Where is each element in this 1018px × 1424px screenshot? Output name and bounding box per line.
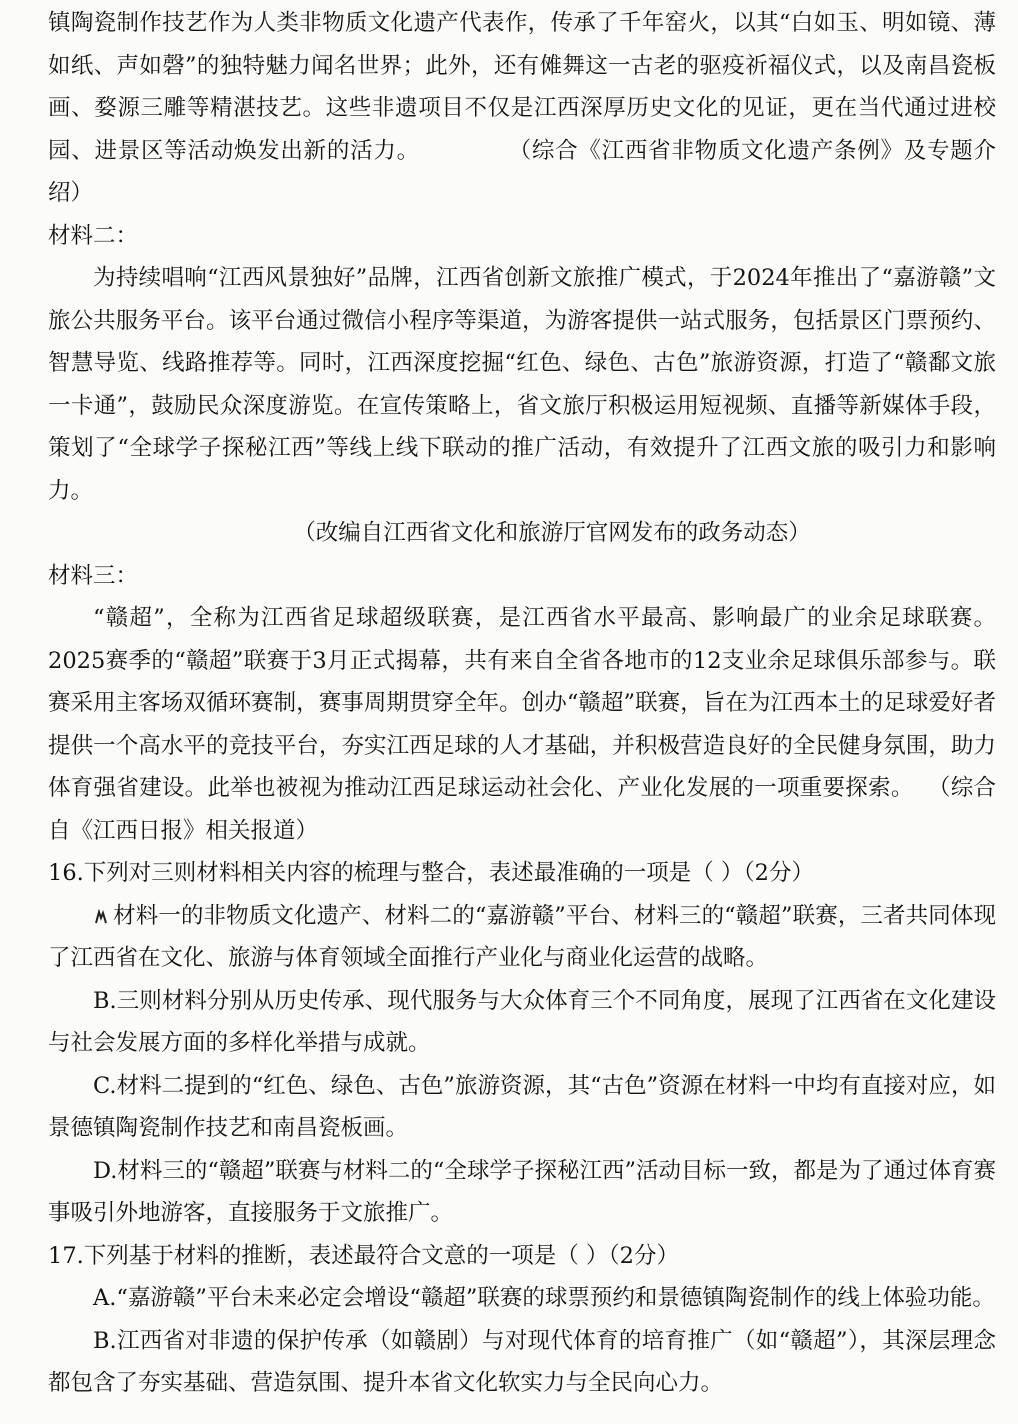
material3-source: （综合自《江西日报》相关报道）	[48, 775, 996, 844]
material2-heading: 材料二：	[48, 222, 139, 249]
question-16-option-a-text: 材料一的非物质文化遗产、材料二的“嘉游赣”平台、材料三的“赣超”联赛，三者共同体现了江西省在文化、旅游与体育领域全面推行产业化与商业化运营的战略。	[48, 902, 996, 971]
question-16-option-d: D.材料三的“赣超”联赛与材料二的“全球学子探秘江西”活动目标一致，都是为了通过体育赛事吸引外地游客，直接服务于文旅推广。	[48, 1157, 996, 1226]
material3-heading: 材料三：	[48, 562, 139, 589]
material1-text: 镇陶瓷制作技艺作为人类非物质文化遗产代表作，传承了千年窑火，以其“白如玉、明如镜、薄如纸、声如磬”的独特魅力闻名世界；此外，还有傩舞这一古老的驱疫祈福仪式，以及南昌瓷板画、婺源三雕等精湛技艺。这些非遗项目不仅是江西深厚历史文化的见证，更在当代通过进校园、进景区等活动焕发出新的活力。	[48, 10, 996, 164]
material2-body: 为持续唱响“江西风景独好”品牌，江西省创新文旅推广模式，于2024年推出了“嘉游赣”文旅公共服务平台。该平台通过微信小程序等渠道，为游客提供一站式服务，包括景区门票预约、智慧导览、线路推荐等。同时，江西深度挖掘“红色、绿色、古色”旅游资源，打造了“赣鄱文旅一卡通”，鼓励民众深度游览。在宣传策略上，省文旅厅积极运用短视频、直播等新媒体手段，策划了“全球学子探秘江西”等线上线下联动的推广活动，有效提升了江西文旅的吸引力和影响力。	[48, 265, 996, 504]
material1-source: （综合《江西省非物质文化遗产条例》及专题介绍）	[48, 137, 996, 206]
material1-tail-paragraph	[48, 2, 996, 215]
material3-body-paragraph	[48, 597, 996, 852]
question-16-option-c: C.材料二提到的“红色、绿色、古色”旅游资源，其“古色”资源在材料一中均有直接对应，如景德镇陶瓷制作技艺和南昌瓷板画。	[48, 1072, 996, 1141]
material2-source: （改编自江西省文化和旅游厅官网发布的政务动态）	[293, 520, 811, 546]
question-17-stem: 17.下列基于材料的推断，表述最符合文意的一项是（ ）（2分）	[48, 1242, 680, 1269]
material3-body: “赣超”，全称为江西省足球超级联赛，是江西省水平最高、影响最广的业余足球联赛。2025赛季的“赣超”联赛于3月正式揭幕，共有来自全省各地市的12支业余足球俱乐部参与。联赛采用主客场双循环赛制，赛事周期贯穿全年。创办“赣超”联赛，旨在为江西本土的足球爱好者提供一个高水平的竞技平台，夯实江西足球的人才基础，并积极营造良好的全民健身氛围，助力体育强省建设。此举也被视为推动江西足球运动社会化、产业化发展的一项重要探索。	[48, 605, 996, 801]
question-17-option-a: A.“嘉游赣”平台未来必定会增设“赣超”联赛的球票预约和景德镇陶瓷制作的线上体验功能。	[93, 1285, 995, 1311]
handwritten-mark-icon	[93, 909, 109, 925]
question-16-stem: 16.下列对三则材料相关内容的梳理与整合，表述最准确的一项是（ ）（2分）	[48, 860, 815, 886]
question-16-option-a	[48, 895, 996, 980]
question-17-option-b: B.江西省对非遗的保护传承（如赣剧）与对现代体育的培育推广（如“赣超”），其深层理念都包含了夯实基础、营造氛围、提升本省文化软实力与全民向心力。	[48, 1327, 996, 1396]
question-16-option-b: B.三则材料分别从历史传承、现代服务与大众体育三个不同角度，展现了江西省在文化建设与社会发展方面的多样化举措与成就。	[48, 987, 996, 1056]
